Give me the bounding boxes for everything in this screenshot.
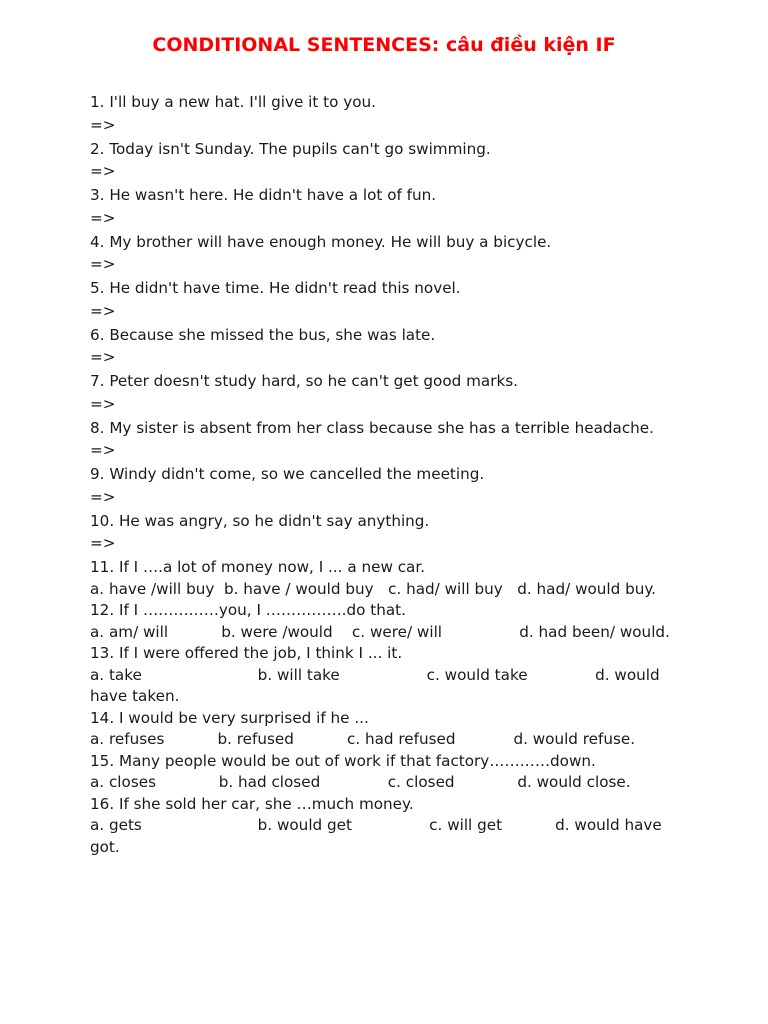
item-sentence: 1. I'll buy a new hat. I'll give it to you.: [90, 93, 376, 111]
item-sentence: 5. He didn't have time. He didn't read this novel.: [90, 279, 461, 297]
mcq-item: [90, 557, 690, 600]
transform-item: [90, 325, 690, 369]
mcq-question: 14. I would be very surprised if he ...: [90, 708, 369, 727]
answer-arrow: =>: [90, 487, 116, 506]
mcq-item: [90, 751, 690, 794]
worksheet-content: [90, 92, 690, 858]
transform-item: [90, 232, 690, 276]
mcq-item: [90, 600, 690, 643]
answer-arrow: =>: [90, 534, 116, 552]
page-title: CONDITIONAL SENTENCES: câu điều kiện IF: [152, 34, 616, 56]
answer-arrow: =>: [90, 208, 116, 227]
item-sentence: 4. My brother will have enough money. He will buy a bicycle.: [90, 232, 552, 251]
mcq-options: a. am/ will b. were /would c. were/ will d. had been/ would.: [90, 622, 670, 641]
mcq-options: a. closes b. had closed c. closed d. would close.: [90, 773, 631, 791]
answer-arrow: =>: [90, 301, 116, 320]
mcq-item: [90, 708, 690, 751]
item-sentence: 6. Because she missed the bus, she was late.: [90, 325, 436, 344]
answer-arrow: =>: [90, 348, 116, 366]
mcq-item: [90, 794, 690, 859]
item-sentence: 2. Today isn't Sunday. The pupils can't go swimming.: [90, 139, 491, 158]
transform-item: [90, 139, 690, 183]
mcq-question: 12. If I ……………you, I …………….do that.: [90, 601, 406, 619]
item-sentence: 7. Peter doesn't study hard, so he can't get good marks.: [90, 372, 518, 390]
mcq-options: a. have /will buy b. have / would buy c. had/ will buy d. had/ would buy.: [90, 579, 657, 598]
transform-item: [90, 185, 690, 229]
transform-item: [90, 464, 690, 508]
item-sentence: 3. He wasn't here. He didn't have a lot of fun.: [90, 186, 437, 204]
transform-item: [90, 371, 690, 415]
answer-arrow: =>: [90, 441, 116, 459]
mcq-question: 11. If I ….a lot of money now, I ... a new car.: [90, 558, 426, 576]
mcq-question: 13. If I were offered the job, I think I ... it.: [90, 644, 403, 662]
mcq-question: 16. If she sold her car, she …much money.: [90, 794, 414, 813]
mcq-item: [90, 643, 690, 708]
transform-item: [90, 418, 690, 462]
item-sentence: 8. My sister is absent from her class because she has a terrible headache.: [90, 418, 654, 437]
mcq-question: 15. Many people would be out of work if that factory…………down.: [90, 751, 596, 770]
answer-arrow: =>: [90, 162, 116, 180]
answer-arrow: =>: [90, 115, 116, 134]
answer-arrow: =>: [90, 394, 116, 413]
transform-item: [90, 278, 690, 322]
mcq-options: a. refuses b. refused c. had refused d. would refuse.: [90, 730, 636, 748]
transform-item: [90, 511, 690, 555]
item-sentence: 9. Windy didn't come, so we cancelled the meeting.: [90, 465, 485, 483]
mcq-options: a. gets b. would get c. will get d. would have got.: [90, 816, 667, 856]
transform-item: [90, 92, 690, 136]
answer-arrow: =>: [90, 255, 116, 273]
mcq-options: a. take b. will take c. would take d. would have taken.: [90, 665, 665, 705]
item-sentence: 10. He was angry, so he didn't say anything.: [90, 511, 430, 530]
